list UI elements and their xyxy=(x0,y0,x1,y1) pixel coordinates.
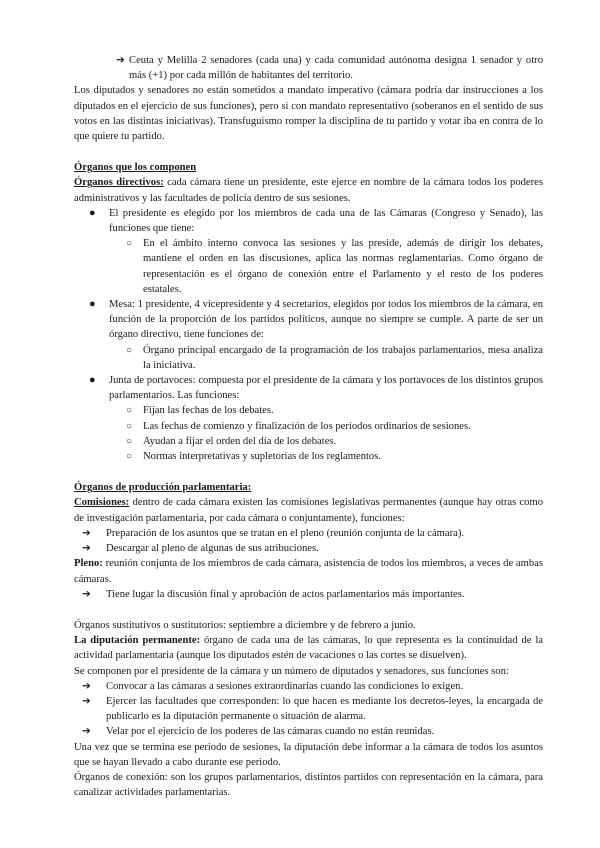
arrow-icon: ➔ xyxy=(116,55,125,66)
list-item xyxy=(74,679,543,694)
paragraph-conexion: Órganos de conexión: son los grupos parlamentarios, distintos partidos con representación en la cámara, para canalizar actividades parlamentarias. xyxy=(74,771,543,799)
list-item xyxy=(74,587,543,602)
circle-bullet-icon: ○ xyxy=(126,405,133,417)
term-text: reunión conjunta de los miembros de cada cámara, asistencia de todos los miembros, a veces de ambas cámaras. xyxy=(74,558,543,585)
list-item xyxy=(74,449,543,464)
bullet-icon: ● xyxy=(89,374,96,387)
bullet-icon: ● xyxy=(89,298,96,311)
list-item-text: Ayudan a fijar el orden del día de los debates. xyxy=(143,435,337,447)
term-text: dentro de cada cámara existen las comisiones legislativas permanentes (aunque hay otras como de investigación parlamentaria, por cada cámara o conjuntamente), funciones: xyxy=(74,497,543,524)
circle-bullet-icon: ○ xyxy=(126,238,133,250)
arrow-icon: ➔ xyxy=(82,543,91,555)
paragraph-comisiones xyxy=(74,495,543,525)
circle-bullet-icon: ○ xyxy=(126,451,133,463)
arrow-icon: ➔ xyxy=(82,588,91,600)
circle-bullet-icon: ○ xyxy=(126,435,133,447)
list-item xyxy=(74,53,543,83)
list-item-text: Junta de portavoces: compuesta por el presidente de la cámara y los portavoces de los distintos grupos parlamentarios. Las funciones: xyxy=(109,375,543,402)
list-item xyxy=(74,403,543,418)
arrow-icon: ➔ xyxy=(82,726,91,738)
paragraph-diputacion xyxy=(74,633,543,663)
paragraph-cierre: Una vez que se termina ese periodo de sesiones, la diputación debe informar a la cámara de todos los asuntos que se hayan llevado a cabo durante ese periodo. xyxy=(74,741,543,768)
arrow-icon: ➔ xyxy=(82,680,91,692)
list-item-text: Preparación de los asuntos que se tratan en el pleno (reunión conjunta de la cámara). xyxy=(106,527,464,539)
paragraph-pleno xyxy=(74,556,543,586)
list-item-text: Ejercer las facultades que corresponden: lo que hacen es mediante los decretos-leyes, la encargada de publicarlo es la diputación permanente o situación de alarma. xyxy=(106,695,543,723)
section-heading-organos: Órganos que los componen xyxy=(74,162,197,174)
paragraph-sustitutivos: Órganos sustitutivos o sustitutorios: septiembre a diciembre y de febrero a junio. xyxy=(74,619,416,631)
list-item-text: Tiene lugar la discusión final y aprobación de actos parlamentarios más importantes. xyxy=(106,588,465,600)
paragraph-compone: Se componen por el presidente de la cámara y un número de diputados y senadores, sus funciones son: xyxy=(74,665,509,677)
list-item xyxy=(74,724,543,739)
list-item xyxy=(74,541,543,556)
list-item-text: Fijan las fechas de los debates. xyxy=(143,405,274,417)
list-item xyxy=(74,373,543,403)
list-item xyxy=(74,526,543,541)
list-item-text: Convocar a las cámaras a sesiones extraordinarias cuando las condiciones lo exigen. xyxy=(106,680,464,692)
term-label: Órganos directivos: xyxy=(74,177,164,189)
list-item xyxy=(74,206,543,236)
paragraph-directivos xyxy=(74,175,543,205)
list-item xyxy=(74,343,543,373)
term-text: cada cámara tiene un presidente, este ejerce en nombre de la cámara todos los poderes administrativos y las facultades de policía dentro de sus sesiones. xyxy=(74,177,543,204)
term-label: Pleno: xyxy=(74,558,103,570)
bullet-icon: ● xyxy=(89,206,96,219)
list-item-text: En el ámbito interno convoca las sesiones y las preside, además de dirigir los debates, mantiene el orden en las discusiones, aplica las normas reglamentarias. Como órgano de representación es el órgano de conexión entre el Parlamento y el resto de los poderes estatales. xyxy=(143,238,543,295)
list-item-text: Velar por el ejercicio de los poderes de las cámaras cuando no están reunidas. xyxy=(106,726,435,738)
circle-bullet-icon: ○ xyxy=(126,420,133,432)
document-page xyxy=(74,53,543,800)
list-item-text: Descargar al pleno de algunas de sus atribuciones. xyxy=(106,543,319,555)
term-label: La diputación permanente: xyxy=(74,635,201,647)
list-item xyxy=(74,419,543,434)
section-heading-produccion: Órganos de producción parlamentaria: xyxy=(74,482,252,494)
list-item-text: Las fechas de comienzo y finalización de los períodos ordinarios de sesiones. xyxy=(143,420,471,432)
list-item-text: Órgano principal encargado de la programación de los trabajos parlamentarios, mesa analiza la iniciativa. xyxy=(143,344,543,371)
list-item xyxy=(74,694,543,724)
circle-bullet-icon: ○ xyxy=(126,344,133,356)
list-item-text: Mesa: 1 presidente, 4 vicepresidente y 4 secretarios, elegidos por todos los miembros de la cámara, en función de la proporción de los partidos políticos, aunque no siempre se cumple. A parte de ser un órgano directivo, tiene funciones de: xyxy=(109,299,543,341)
list-item xyxy=(74,236,543,297)
term-text: órgano de cada una de las cámaras, lo que representa es la continuidad de la actividad parlamentaria (aunque los diputados estén de vacaciones o las cortes se disuelven). xyxy=(74,635,543,662)
list-item xyxy=(74,434,543,449)
arrow-icon: ➔ xyxy=(82,527,91,539)
list-item-text: Normas interpretativas y supletorias de los reglamentos. xyxy=(143,451,382,463)
arrow-icon: ➔ xyxy=(82,695,91,707)
paragraph-mandato: Los diputados y senadores no están sometidos a mandato imperativo (cámara podría dar instrucciones a los diputados en el ejercicio de sus funciones), pero sí con mandato representativo (soberanos en el sentido de sus votos en las distintas iniciativas). Transfuguismo romper la disciplina de tu partido y votar iba en contra de lo que quiere tu partido. xyxy=(74,85,543,143)
list-item xyxy=(74,297,543,343)
list-item-text: Ceuta y Melilla 2 senadores (cada una) y cada comunidad autónoma designa 1 senador y otro más (+1) por cada millón de habitantes del territorio. xyxy=(129,55,543,82)
term-label: Comisiones: xyxy=(74,497,130,509)
list-item-text: El presidente es elegido por los miembros de cada una de las Cámaras (Congreso y Senado), las funciones que tiene: xyxy=(109,207,543,235)
